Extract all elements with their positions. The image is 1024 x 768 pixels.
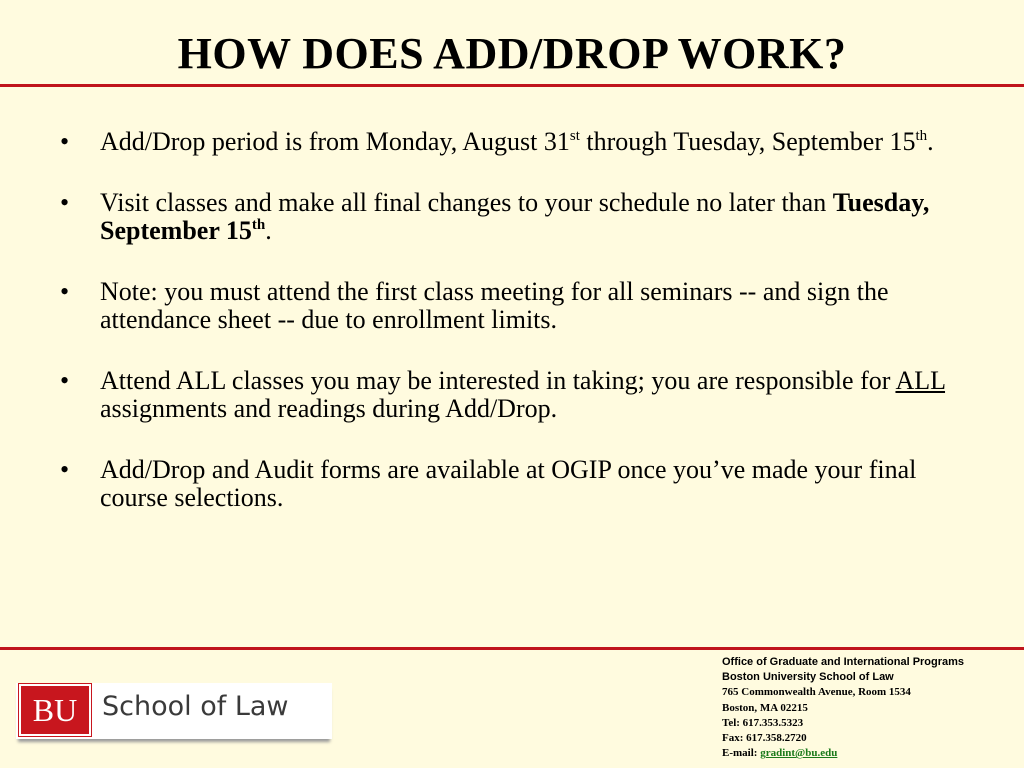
logo-text: School of Law	[102, 691, 289, 722]
bullet-item-seminar-note: • Note: you must attend the first class meeting for all seminars -- and sign the attendance sheet -- due to enrollment limits.	[60, 277, 889, 334]
bullet-dot: •	[60, 188, 70, 217]
slide-title: HOW DOES ADD/DROP WORK?	[177, 29, 847, 78]
underlined-all: ALL	[895, 366, 946, 395]
contact-city: Boston, MA 02215	[722, 701, 808, 714]
bullet-list	[60, 128, 960, 545]
bu-mark: BU	[19, 684, 91, 736]
contact-email-line: E-mail: gradint@bu.edu	[722, 747, 838, 760]
email-link[interactable]: gradint@bu.edu	[760, 747, 838, 760]
bullet-dot: •	[60, 455, 70, 484]
bullet-dot: •	[60, 277, 70, 306]
deadline-date: Tuesday, September 15th	[100, 188, 930, 245]
bullet-dot: •	[60, 127, 70, 156]
contact-tel: Tel: 617.353.5323	[722, 716, 804, 729]
contact-address: 765 Commonwealth Avenue, Room 1534	[722, 686, 911, 699]
contact-block	[722, 655, 1022, 761]
title-divider	[0, 84, 1024, 87]
bullet-item-add-drop-period: • Add/Drop period is from Monday, August 31st through Tuesday, September 15th.	[60, 127, 934, 156]
bullet-dot: •	[60, 366, 70, 395]
bullet-item-visit-classes: • Visit classes and make all final changes to your schedule no later than Tuesday, September 15th.	[60, 188, 930, 245]
footer-divider	[0, 647, 1024, 650]
contact-school: Boston University School of Law	[722, 671, 894, 684]
contact-office: Office of Graduate and International Programs	[722, 656, 965, 668]
bullet-item-attend-classes: • Attend ALL classes you may be interested in taking; you are responsible for ALL assignments and readings during Add/Drop.	[60, 366, 946, 423]
bullet-item-forms: • Add/Drop and Audit forms are available at OGIP once you’ve made your final course selections.	[60, 455, 917, 512]
contact-fax: Fax: 617.358.2720	[722, 732, 807, 745]
bu-school-of-law-logo	[16, 683, 332, 739]
